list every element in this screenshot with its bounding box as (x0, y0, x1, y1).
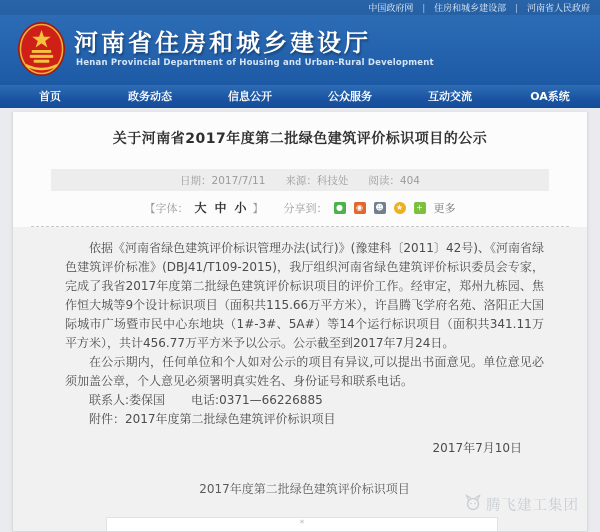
nav-item-info-disclosure[interactable]: 信息公开 (228, 90, 272, 103)
font-size-small-button[interactable]: 小 (234, 201, 247, 215)
share-label: 分享到： (283, 201, 328, 215)
meta-source-value: 科技处 (316, 174, 349, 187)
nav-item-oa-system[interactable]: OA系统 (530, 90, 570, 103)
share-more-label[interactable]: 更多 (433, 201, 456, 215)
qq-icon[interactable]: ☻ (375, 202, 384, 212)
top-link-bar (0, 0, 600, 15)
watermark-text: 腾飞建工集团 (486, 498, 579, 514)
meta-date-value: 2017/7/11 (211, 174, 266, 187)
content-panel (12, 112, 588, 532)
site-header (0, 0, 600, 85)
article-paragraph: 在公示期内，任何单位和个人如对公示的项目有异议,可以提出书面意见。单位意见必须加盖公章，个人意见必须署明真实姓名、身份证号和联系电话。 (65, 355, 544, 388)
article-toolbar (13, 199, 587, 216)
national-emblem-logo (17, 21, 66, 77)
meta-date-label: 日期： (180, 174, 212, 187)
attachment-section-title: 2017年度第二批绿色建筑评价标识项目 (199, 482, 410, 496)
attachment-line: 附件：2017年度第二批绿色建筑评价标识项目 (89, 412, 336, 426)
contact-phone: 电话:0371—66226885 (191, 393, 323, 407)
qzone-icon[interactable]: ★ (394, 202, 406, 214)
article-title: 关于河南省2017年度第二批绿色建筑评价标识项目的公示 (112, 131, 488, 147)
font-size-suffix: 】 (252, 201, 264, 215)
share-more-icon[interactable]: + (414, 202, 426, 214)
table-note-asterisk: * (299, 519, 305, 529)
top-link-china-gov[interactable]: 中国政府网 (368, 4, 414, 14)
article-paragraph: 依据《河南省绿色建筑评价标识管理办法(试行)》(豫建科〔2011〕42号)、《河南省绿色建筑评价标准》(DBJ41/T109-2015)，我厅组织河南省绿色建筑评价标识委员会专家，完成了我省2017年度第二批绿色建筑评价标识项目的评价工作。经审定，郑州九栋园、焦作恒大城等9个设计标识项目（面积共115.66万平方米），许昌腾飞学府名苑、洛阳正大国际城市广场暨市民中心东地块（1#-3#、5A#）等14个运行标识项目（面积共341.11万平方米），共计456.77万平方米予以公示。公示截至到2017年7月24日。 (65, 241, 544, 350)
meta-reads-value: 404 (399, 174, 420, 187)
article-meta-bar (51, 169, 549, 191)
site-subtitle-english: Henan Provincial Department of Housing and Urban-Rural Development (76, 58, 434, 68)
top-link-separator: | (422, 4, 426, 14)
weibo-icon[interactable]: ◉ (354, 202, 366, 214)
meta-source (285, 173, 348, 188)
article-header-section (13, 112, 587, 227)
font-size-large-button[interactable]: 大 (194, 201, 207, 215)
nav-item-home[interactable]: 首页 (39, 90, 61, 103)
nav-item-gov-news[interactable]: 政务动态 (128, 90, 172, 103)
font-size-medium-button[interactable]: 中 (214, 201, 227, 215)
contact-line (65, 391, 544, 410)
mascot-icon (463, 494, 483, 515)
site-title: 河南省住房和城乡建设厅 (74, 29, 371, 57)
top-link-mohurd[interactable]: 住房和城乡建设部 (434, 4, 507, 14)
meta-reads (368, 173, 420, 188)
meta-source-label: 来源： (285, 174, 317, 187)
nav-item-public-service[interactable]: 公众服务 (328, 90, 372, 103)
top-link-separator: | (515, 4, 519, 14)
nav-item-interaction[interactable]: 互动交流 (428, 90, 472, 103)
wechat-icon[interactable]: ● (334, 202, 346, 214)
watermark (463, 494, 579, 515)
issue-date: 2017年7月10日 (432, 441, 522, 455)
contact-person: 联系人:娄保国 (89, 393, 166, 407)
article-body (13, 227, 587, 531)
meta-reads-label: 阅读： (368, 174, 400, 187)
meta-date (180, 173, 265, 188)
attachment-table-top (106, 517, 498, 531)
font-size-prefix: 【字体： (144, 201, 189, 215)
top-link-henan-gov[interactable]: 河南省人民政府 (526, 4, 590, 14)
main-nav (0, 85, 600, 108)
